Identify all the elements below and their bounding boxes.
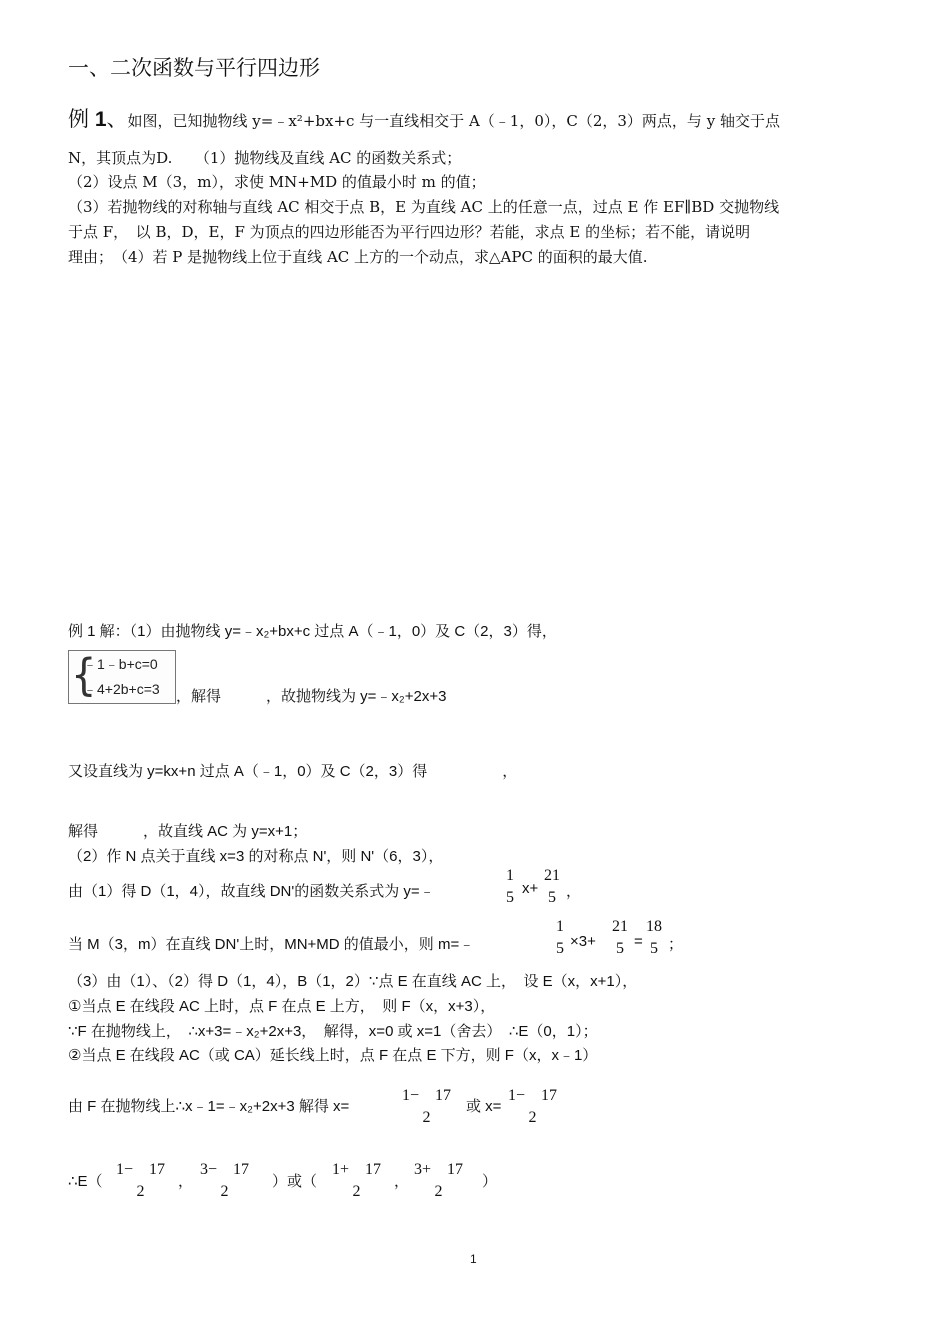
example-line-6: 理由； （4）若 P 是抛物线上位于直线 AC 上方的一个动点，求△APC 的面积的最大值. <box>68 248 648 266</box>
solution-line-13: ∴E（ <box>68 1173 103 1190</box>
solution-line-5: （2）作 N 点关于直线 x=3 的对称点 N'，则 N'（6，3）， <box>68 848 444 865</box>
solution-line-11: ②当点 E 在线段 AC（或 CA）延长线上时，点 F 在点 E 下方，则 F（x，x﹣1） <box>68 1047 598 1064</box>
example-line-3: （2）设点 M（3，m），求使 MN+MD 的值最小时 m 的值； <box>68 173 486 191</box>
solution-line-9: ①当点 E 在线段 AC 上时，点 F 在点 E 上方， 则 F（x，x+3）， <box>68 998 496 1015</box>
text: ）或（ <box>272 1173 318 1190</box>
example-line-1: 例 1、如图，已知抛物线 y=﹣x²+bx+c 与一直线相交于 A（﹣1，0），C（2，3）两点，与 y 轴交于点 <box>68 108 780 131</box>
equation-system <box>68 650 176 704</box>
fraction: 1+ 17 2 <box>332 1161 382 1200</box>
fraction: 18 5 <box>646 918 662 957</box>
solution-line-2: ，解得 ，故抛物线为 y=﹣x₂+2x+3 <box>176 688 447 705</box>
fraction: 21 5 <box>612 918 628 957</box>
brace-icon: { <box>71 649 97 701</box>
fraction: 3+ 17 2 <box>414 1161 464 1200</box>
text: ） <box>482 1173 498 1190</box>
text: ； <box>668 936 684 953</box>
text: ×3+ <box>570 933 596 950</box>
example-label: 例 1、 <box>68 108 128 131</box>
fraction: 1 5 <box>506 867 514 906</box>
system-eq-2: ﹣4+2b+c=3 <box>83 681 160 697</box>
example-line-5: 于点 F， 以 B，D，E，F 为顶点的四边形能否为平行四边形？若能，求点 E 的坐标；若不能，请说明 <box>68 223 751 241</box>
fraction: 1− 17 2 <box>402 1087 452 1126</box>
solution-line-10: ∵F 在抛物线上， ∴x+3=﹣x₂+2x+3， 解得，x=0 或 x=1（舍去） ∴E（0，1）； <box>68 1023 598 1040</box>
fraction: 21 5 <box>544 867 560 906</box>
text: ， <box>394 1173 410 1190</box>
solution-line-3: 又设直线为 y=kx+n 过点 A（﹣1，0）及 C（2，3）得 ， <box>68 763 518 780</box>
solution-line-7: 当 M（3，m）在直线 DN'上时，MN+MD 的值最小，则 m=﹣ <box>68 936 475 953</box>
text: = <box>634 933 643 950</box>
fraction: 1 5 <box>556 918 564 957</box>
fraction: 1− 17 2 <box>116 1161 166 1200</box>
text: x+ <box>522 880 539 897</box>
solution-line-12: 由 F 在抛物线上∴x﹣1=﹣x₂+2x+3 解得 x= <box>68 1098 350 1115</box>
example-line-4: （3）若抛物线的对称轴与直线 AC 相交于点 B，E 为直线 AC 上的任意一点，过点 E 作 EF∥BD 交抛物线 <box>68 198 780 216</box>
solution-line-4: 解得 ，故直线 AC 为 y=x+1； <box>68 823 308 840</box>
solution-line-8: （3）由（1）、（2）得 D（1，4），B（1，2）∵点 E 在直线 AC 上， 设 E（x，x+1）， <box>68 973 638 990</box>
system-eq-1: ﹣1﹣b+c=0 <box>83 656 158 672</box>
text: ， <box>178 1173 194 1190</box>
fraction: 1− 17 2 <box>508 1087 558 1126</box>
section-title: 一、二次函数与平行四边形 <box>68 56 320 80</box>
page-number: 1 <box>470 1252 477 1266</box>
solution-line-6: 由（1）得 D（1，4），故直线 DN'的函数关系式为 y=﹣ <box>68 883 435 900</box>
example-line-2: N，其顶点为D. （1）抛物线及直线 AC 的函数关系式； <box>68 149 462 167</box>
fraction: 3− 17 2 <box>200 1161 250 1200</box>
text: 或 x= <box>466 1098 502 1115</box>
text: ， <box>566 883 582 900</box>
solution-line-1: 例 1 解：（1）由抛物线 y=﹣x₂+bx+c 过点 A（﹣1，0）及 C（2，3）得， <box>68 623 557 640</box>
